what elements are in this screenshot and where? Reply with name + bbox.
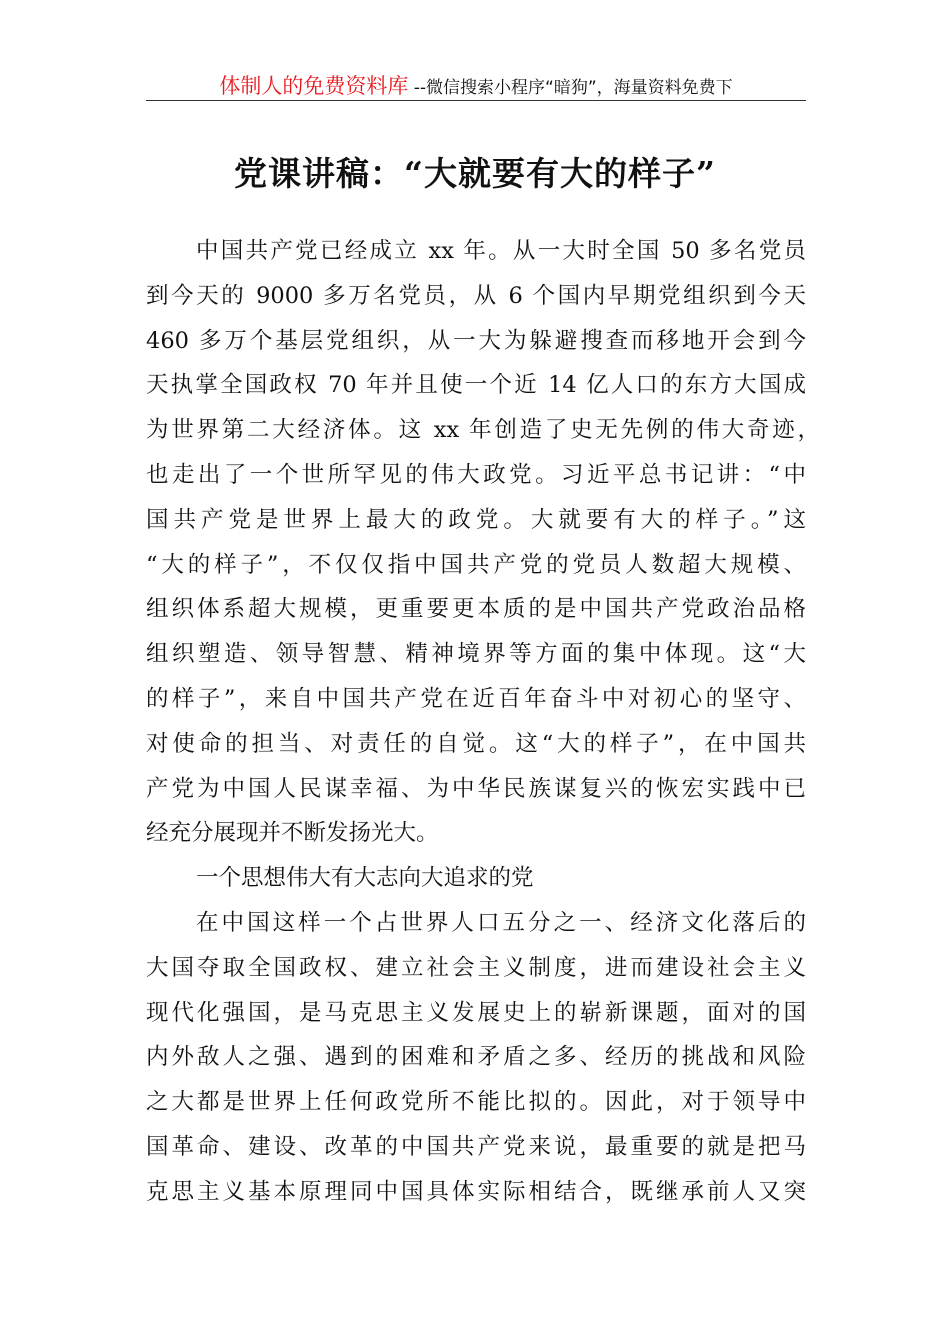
paragraph-line: 的样子”，来自中国共产党在近百年奋斗中对初心的坚守、 [146, 685, 806, 712]
paragraph-line: 对使命的担当、对责任的自觉。这“大的样子”，在中国共 [146, 730, 806, 757]
paragraph-line: 内外敌人之强、遇到的困难和矛盾之多、经历的挑战和风险 [146, 1044, 806, 1071]
paragraph-line: 460 多万个基层党组织，从一大为躲避搜查而移地开会到今 [146, 327, 806, 354]
document-body [146, 229, 820, 1215]
paragraph-line: 国共产党是世界上最大的政党。大就要有大的样子。”这 [146, 506, 806, 533]
paragraph-line: 为世界第二大经济体。这 xx 年创造了史无先例的伟大奇迹， [146, 417, 820, 444]
section-heading: 一个思想伟大有大志向大追求的党 [196, 865, 534, 892]
paragraph-line: 现代化强国，是马克思主义发展史上的崭新课题，面对的国 [146, 999, 806, 1026]
paragraph-line: 国革命、建设、改革的中国共产党来说，最重要的就是把马 [146, 1133, 806, 1160]
paragraph-line: 也走出了一个世所罕见的伟大政党。习近平总书记讲：“中 [146, 461, 806, 488]
paragraph-line: 之大都是世界上任何政党所不能比拟的。因此，对于领导中 [146, 1089, 806, 1116]
header-brand: 体制人的免费资料库 [219, 74, 409, 98]
paragraph-line: 天执掌全国政权 70 年并且使一个近 14 亿人口的东方大国成 [146, 372, 806, 399]
paragraph-line: 中国共产党已经成立 xx 年。从一大时全国 50 多名党员 [196, 238, 806, 264]
page-header [146, 70, 806, 101]
paragraph-line: 大国夺取全国政权、建立社会主义制度，进而建设社会主义 [146, 954, 806, 981]
paragraph-line: 组织塑造、领导智慧、精神境界等方面的集中体现。这“大 [146, 641, 806, 668]
paragraph-line: 组织体系超大规模，更重要更本质的是中国共产党政治品格 [146, 596, 806, 623]
document-title: 党课讲稿：“大就要有大的样子” [234, 154, 716, 193]
paragraph-line: 到今天的 9000 多万名党员，从 6 个国内早期党组织到今天 [146, 282, 806, 309]
paragraph-line: 产党为中国人民谋幸福、为中华民族谋复兴的恢宏实践中已 [146, 775, 806, 802]
paragraph-line: “大的样子”，不仅仅指中国共产党的党员人数超大规模、 [146, 551, 806, 578]
paragraph-line: 经充分展现并不断发扬光大。 [146, 820, 439, 847]
header-tagline: --微信搜索小程序“暗狗”，海量资料免费下 [408, 78, 733, 98]
paragraph-line: 在中国这样一个占世界人口五分之一、经济文化落后的 [196, 909, 806, 936]
paragraph-line: 克思主义基本原理同中国具体实际相结合，既继承前人又突 [146, 1178, 806, 1205]
